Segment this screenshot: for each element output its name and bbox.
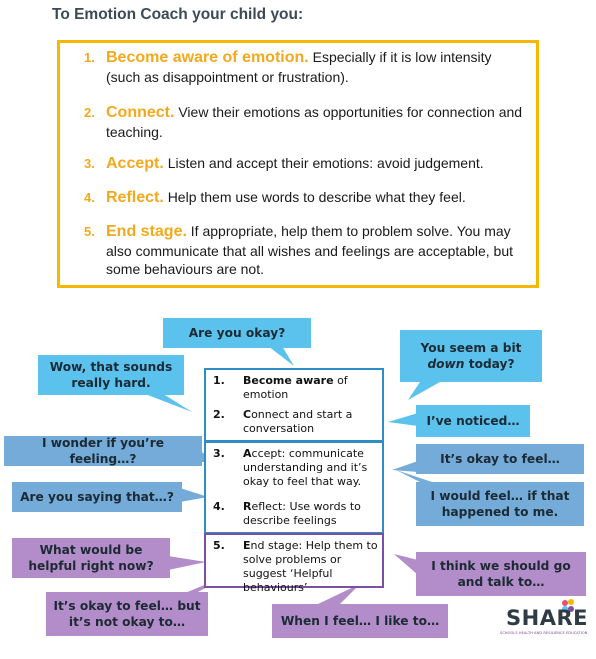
share-logo-subtitle: SCHOOLS HEALTH AND RESILIENCE EDUCATION — [500, 631, 588, 635]
bubble-go-talk: I think we should go and talk to… — [416, 552, 586, 596]
step-text: View their emotions as opportunities for connection and teaching. — [106, 104, 523, 140]
bubble-saying-that: Are you saying that…? — [12, 482, 182, 512]
item-key: R — [243, 500, 252, 513]
item-text: eflect: Use words to describe feelings — [243, 500, 361, 527]
item-number: 2. — [213, 408, 225, 421]
center-item-2 — [213, 408, 378, 436]
bubble-text: You seem a bit — [420, 341, 522, 355]
page-title: To Emotion Coach your child you: — [52, 6, 304, 23]
item-text: ccept: communicate understanding and it’s okay to feel that way. — [243, 447, 368, 488]
bubble-sounds-hard: Wow, that sounds really hard. — [38, 355, 184, 395]
center-item-4 — [213, 500, 378, 528]
item-text: of emotion — [243, 374, 348, 401]
step-number: 2. — [84, 105, 95, 120]
bubble-okay-to-feel: It’s okay to feel… — [416, 444, 584, 474]
item-number: 5. — [213, 539, 225, 552]
step-text: Help them use words to describe what they feel. — [167, 189, 466, 205]
share-logo: SHARE — [506, 606, 588, 630]
step-number: 4. — [84, 190, 95, 205]
item-text: nd stage: Help them to solve problems or suggest ‘Helpful behaviours’ — [243, 539, 378, 594]
step-heading: Accept. — [106, 155, 164, 172]
bubble-okay-but: It’s okay to feel… but it’s not okay to… — [46, 592, 208, 636]
step-text: If appropriate, help them to problem solve. You may also communicate that all wishes and feelings are acceptable, but some behaviours are not. — [106, 223, 514, 277]
item-number: 4. — [213, 500, 225, 513]
item-key: C — [243, 408, 252, 421]
center-item-1 — [213, 374, 378, 402]
bubble-helpful-now: What would be helpful right now? — [12, 538, 170, 578]
bubble-text: today? — [464, 357, 515, 371]
center-item-5 — [213, 539, 381, 595]
bubble-emphasis: down — [427, 357, 465, 371]
bubble-when-i-feel: When I feel… I like to… — [272, 604, 448, 638]
item-key: Become aware — [243, 374, 334, 387]
step-text: Especially if it is low intensity (such as disappointment or frustration). — [106, 49, 492, 85]
center-item-3 — [213, 447, 378, 489]
bubble-would-feel: I would feel… if that happened to me. — [416, 482, 584, 526]
bubble-are-you-okay: Are you okay? — [163, 318, 311, 348]
item-key: A — [243, 447, 252, 460]
item-number: 3. — [213, 447, 225, 460]
step-number: 1. — [84, 50, 95, 65]
step-heading: End stage. — [106, 223, 187, 240]
item-number: 1. — [213, 374, 225, 387]
step-heading: Become aware of emotion. — [106, 49, 309, 66]
step-heading: Connect. — [106, 104, 175, 121]
item-key: E — [243, 539, 251, 552]
bubble-noticed: I’ve noticed… — [416, 405, 530, 437]
step-number: 5. — [84, 224, 95, 239]
step-heading: Reflect. — [106, 189, 164, 206]
step-number: 3. — [84, 156, 95, 171]
bubble-seem-down — [400, 330, 542, 382]
step-text: Listen and accept their emotions: avoid judgement. — [167, 155, 484, 171]
item-text: onnect and start a conversation — [243, 408, 353, 435]
bubble-wonder: I wonder if you’re feeling…? — [4, 436, 202, 466]
